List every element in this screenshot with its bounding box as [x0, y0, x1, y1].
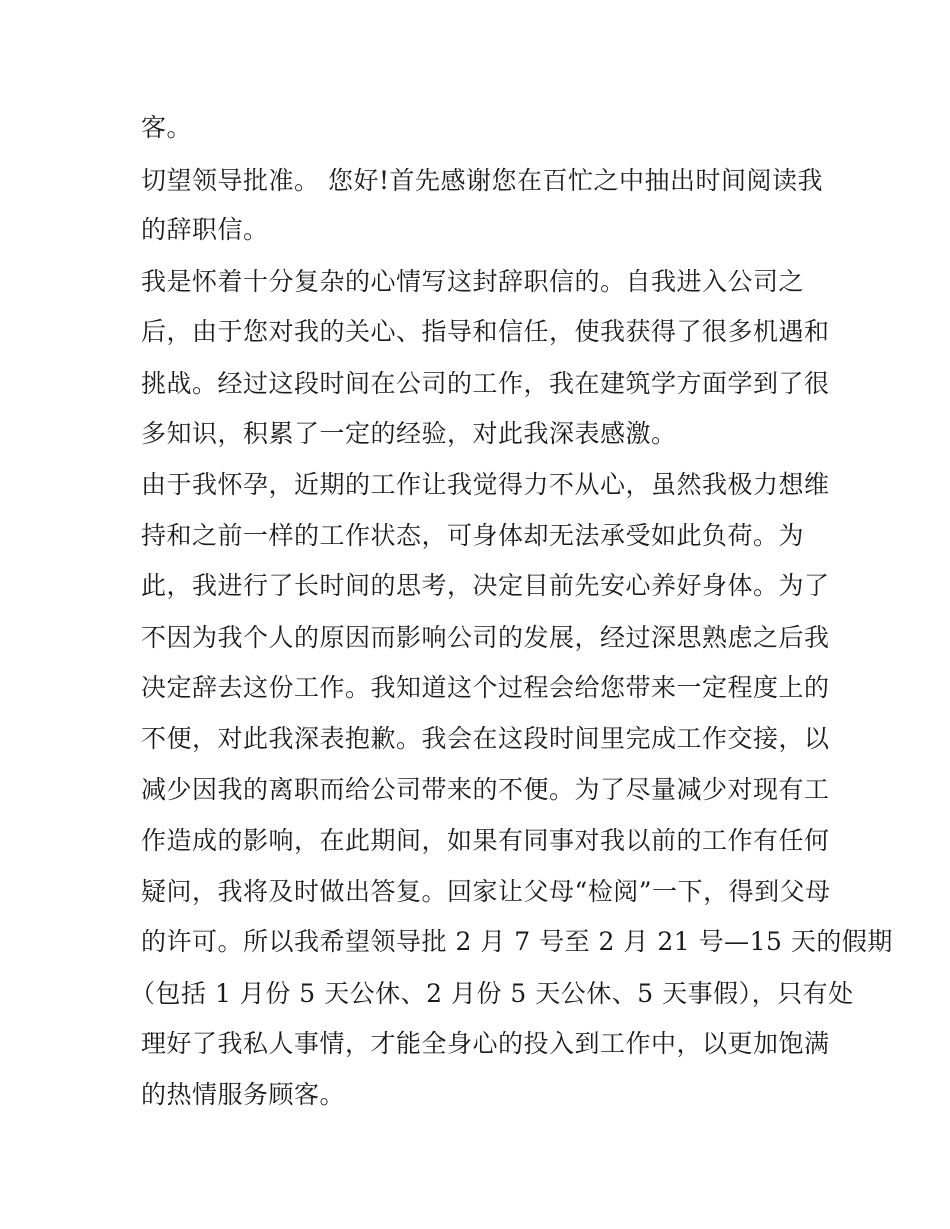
text-line: 的热情服务顾客。 — [141, 1080, 346, 1109]
text-line: 减少因我的离职而给公司带来的不便。为了尽量减少对现有工 — [141, 775, 830, 804]
text-line: 持和之前一样的工作状态，可身体却无法承受如此负荷。为 — [141, 521, 805, 550]
text-line: 切望领导批准。 您好!首先感谢您在百忙之中抽出时间阅读我 — [141, 166, 823, 195]
text-line: 不因为我个人的原因而影响公司的发展，经过深思熟虑之后我 — [141, 623, 830, 652]
text-line: 由于我怀孕，近期的工作让我觉得力不从心，虽然我极力想维 — [141, 470, 830, 499]
text-line: 决定辞去这份工作。我知道这个过程会给您带来一定程度上的 — [141, 673, 830, 702]
text-line: 疑问，我将及时做出答复。回家让父母“检阅”一下，得到父母 — [141, 877, 831, 906]
text-line: 我是怀着十分复杂的心情写这封辞职信的。自我进入公司之 — [141, 267, 805, 296]
text-line: 多知识，积累了一定的经验，对此我深表感激。 — [141, 419, 677, 448]
text-line: 客。 — [141, 113, 193, 142]
text-line: 作造成的影响，在此期间，如果有同事对我以前的工作有任何 — [141, 826, 830, 855]
text-line: （包括 1 月份 5 天公休、2 月份 5 天公休、5 天事假），只有处 — [130, 979, 854, 1008]
text-line: 此，我进行了长时间的思考，决定目前先安心养好身体。为了 — [141, 571, 830, 600]
text-line: 挑战。经过这段时间在公司的工作，我在建筑学方面学到了很 — [141, 369, 830, 398]
text-line: 的许可。所以我希望领导批 2 月 7 号至 2 月 21 号—15 天的假期 — [141, 927, 893, 956]
text-line: 不便，对此我深表抱歉。我会在这段时间里完成工作交接，以 — [141, 724, 830, 753]
text-line: 后，由于您对我的关心、指导和信任，使我获得了很多机遇和 — [141, 317, 830, 346]
text-line: 的辞职信。 — [141, 215, 269, 244]
text-line: 理好了我私人事情，才能全身心的投入到工作中，以更加饱满 — [141, 1029, 830, 1058]
